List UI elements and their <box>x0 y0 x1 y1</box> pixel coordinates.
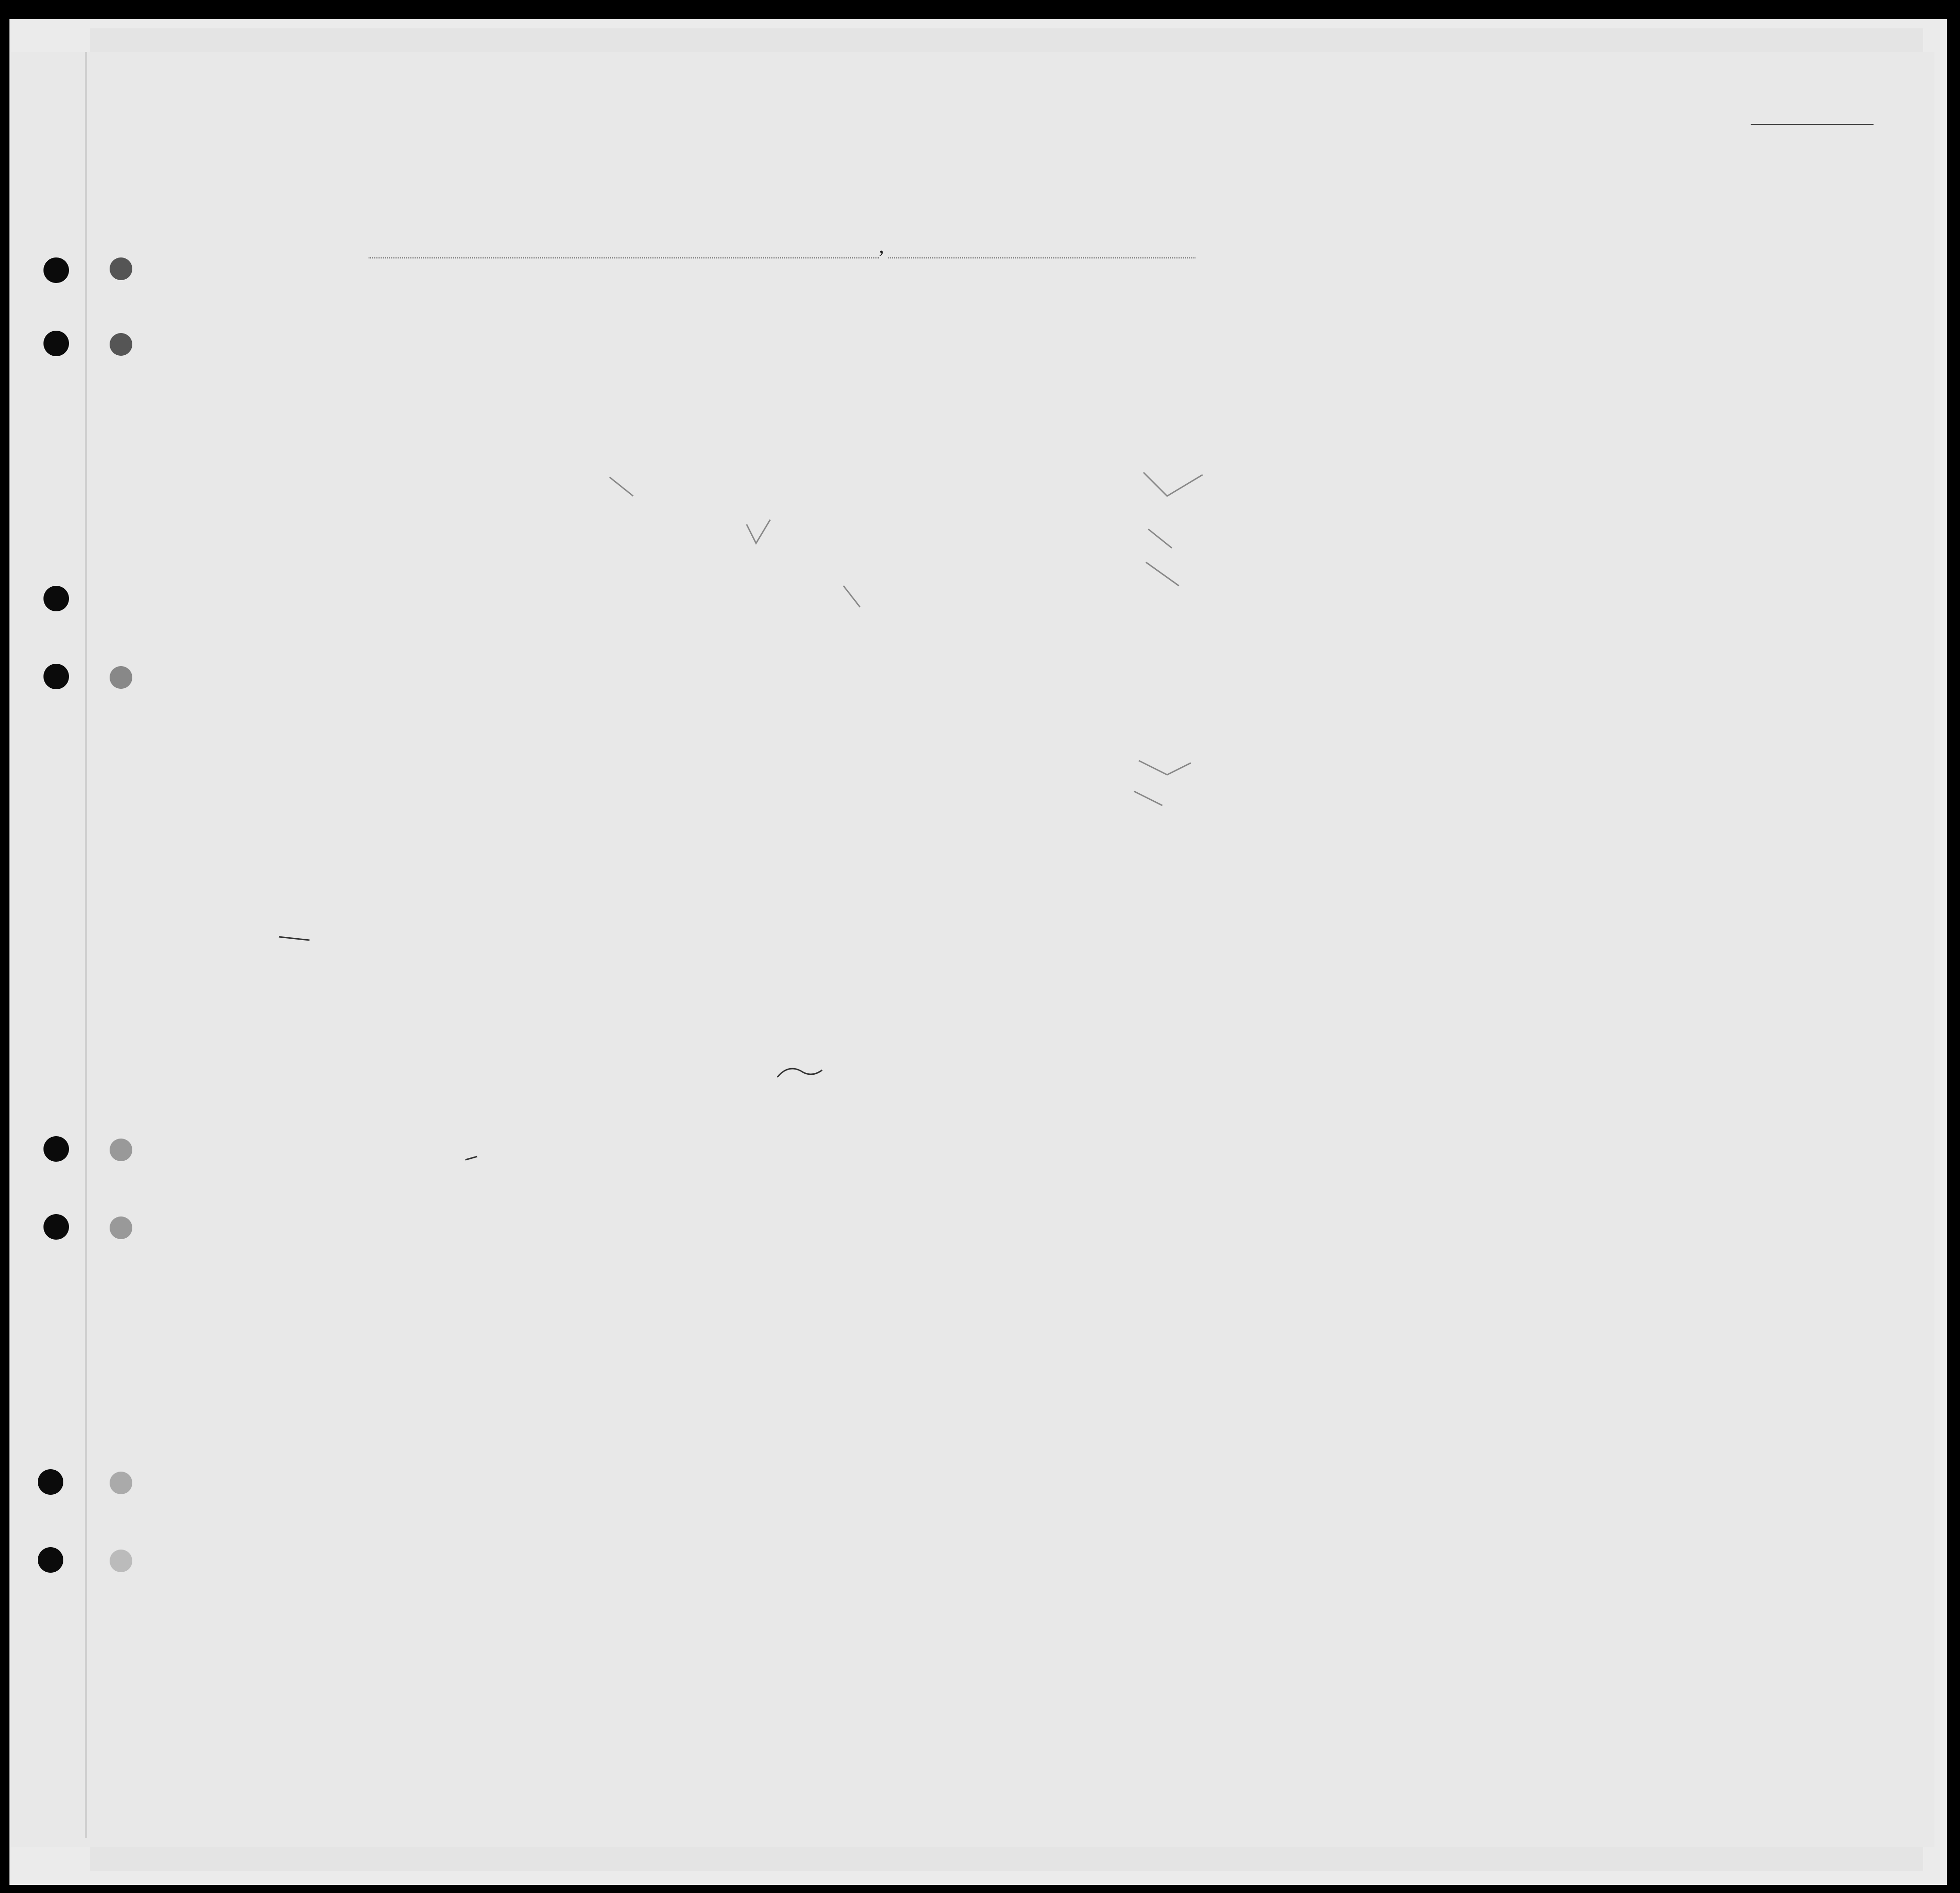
check-mark <box>747 520 770 543</box>
check-mark <box>1143 472 1203 496</box>
check-mark <box>1134 791 1162 805</box>
check-mark <box>610 477 633 496</box>
check-mark <box>1146 562 1179 586</box>
stray-mark <box>465 1156 477 1160</box>
check-mark <box>1148 529 1172 548</box>
check-mark <box>1139 761 1191 775</box>
stray-mark <box>279 937 309 940</box>
check-mark <box>843 586 860 607</box>
comma: , <box>879 234 884 257</box>
stray-mark <box>777 1069 822 1077</box>
